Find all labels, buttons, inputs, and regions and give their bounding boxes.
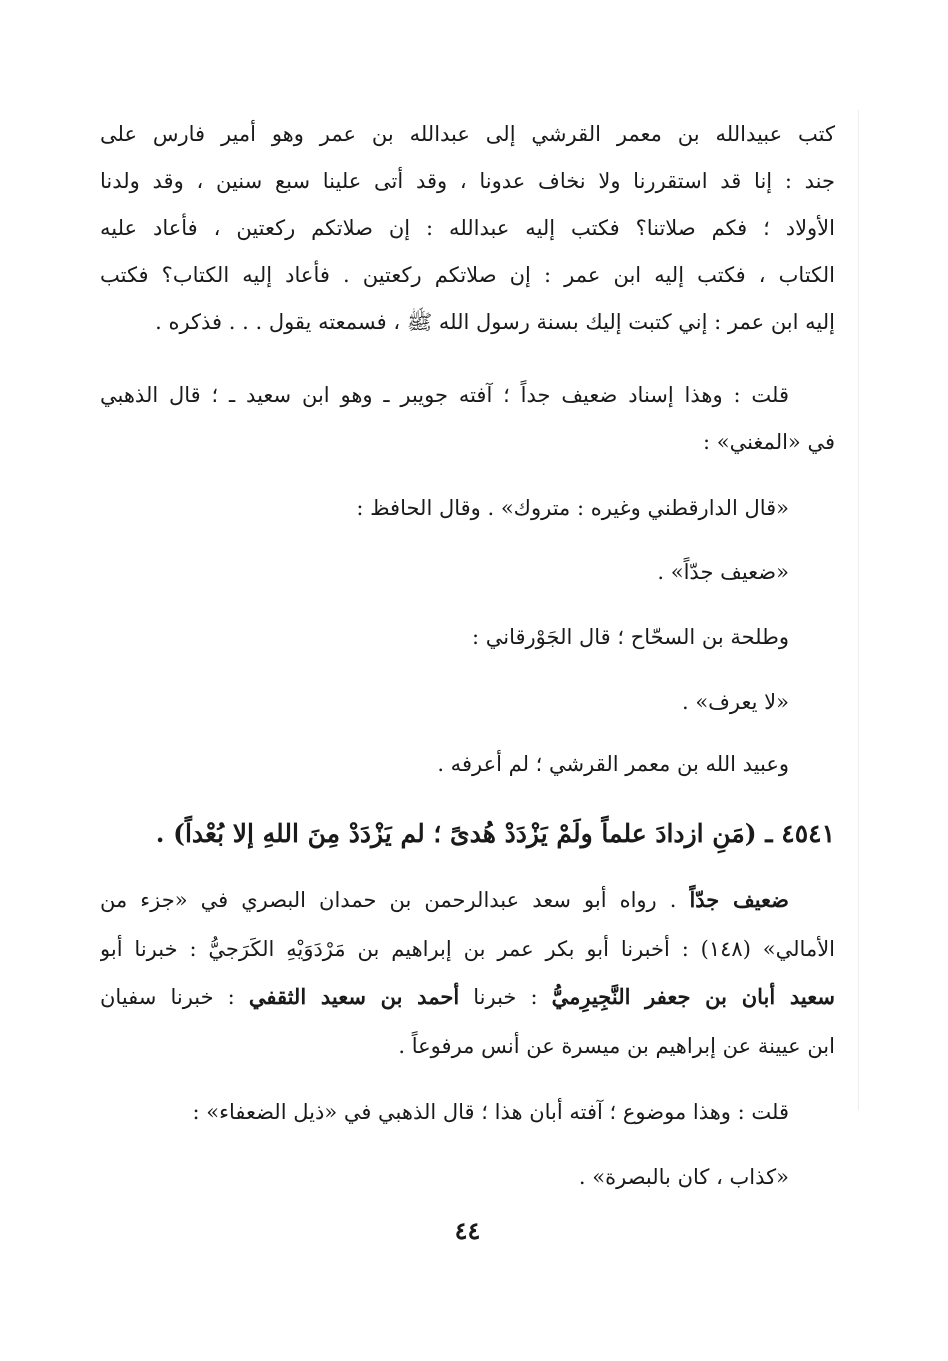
- paragraph-3-line-3: [100, 977, 835, 1017]
- scan-gutter-line: [858, 110, 859, 1110]
- paragraph-1-line-5: إليه ابن عمر : إني كتبت إليك بسنة رسول الله ﷺ ، فسمعته يقول . . . فذكره .: [155, 310, 835, 334]
- grading-label: ضعيف جدّاً: [689, 887, 790, 912]
- hadith-title: ٤٥٤١ ـ (مَنِ ازدادَ علماً ولَمْ يَزْدَدْ هُدىً ؛ لم يَزْدَدْ مِنَ اللهِ إلا بُعْداً) .: [155, 819, 835, 848]
- line-talha: وطلحة بن السحّاح ؛ قال الجَوْرقاني :: [472, 625, 789, 649]
- page-number: ٤٤: [454, 1216, 481, 1245]
- document-page: [100, 0, 835, 1361]
- paragraph-3-line-4: ابن عيينة عن إبراهيم بن ميسرة عن أنس مرفوعاً .: [398, 1034, 835, 1058]
- paragraph-3-line-1: [100, 880, 835, 920]
- line-ubaidullah: وعبيد الله بن معمر القرشي ؛ لم أعرفه .: [437, 752, 789, 776]
- quote-daif-jiddan: «ضعيف جدّاً» .: [657, 560, 789, 584]
- paragraph-2-line-2: في «المغني» :: [702, 430, 835, 454]
- paragraph-1-line-4: الكتاب ، فكتب إليه ابن عمر : إن صلاتكم ركعتين . فأعاد إليه الكتاب؟ فكتب: [100, 263, 835, 287]
- paragraph-1-line-1: كتب عبيدالله بن معمر القرشي إلى عبدالله بن عمر وهو أمير فارس على: [100, 122, 835, 146]
- narrator-ahmad: أحمد بن سعيد الثقفي: [248, 984, 460, 1009]
- narrator-aban: سعيد أبان بن جعفر النَّجِيرِميُّ: [551, 984, 835, 1009]
- paragraph-3-line-3-mid: : خبرنا: [459, 985, 552, 1009]
- quote-la-yuraf: «لا يعرف» .: [681, 690, 789, 714]
- paragraph-3-line-1-text: . رواه أبو سعد عبدالرحمن بن حمدان البصري في «جزء من: [100, 888, 690, 912]
- quote-daraqutni: «قال الدارقطني وغيره : متروك» . وقال الحافظ :: [356, 496, 789, 520]
- paragraph-1-line-2: جند : إنا قد استقررنا ولا نخاف عدونا ، وقد أتى علينا سبع سنين ، وقد ولدنا: [100, 169, 835, 193]
- paragraph-3-line-3-rest: : خبرنا سفيان: [100, 985, 249, 1009]
- paragraph-2-line-1: قلت : وهذا إسناد ضعيف جداً ؛ آفته جويبر ـ وهو ابن سعيد ـ ؛ قال الذهبي: [100, 383, 789, 407]
- line-qult-mawdu: قلت : وهذا موضوع ؛ آفته أبان هذا ؛ قال الذهبي في «ذيل الضعفاء» :: [192, 1100, 789, 1124]
- paragraph-3-line-2: الأمالي» (١٤٨) : أخبرنا أبو بكر عمر بن إبراهيم بن مَرْدَوَيْهِ الكَرَجيُّ : خبرنا أبو: [100, 937, 835, 961]
- paragraph-1-line-3: الأولاد ؛ فكم صلاتنا؟ فكتب إليه عبدالله : إن صلاتكم ركعتين ، فأعاد عليه: [100, 216, 835, 240]
- quote-kadhdhab: «كذاب ، كان بالبصرة» .: [578, 1165, 789, 1189]
